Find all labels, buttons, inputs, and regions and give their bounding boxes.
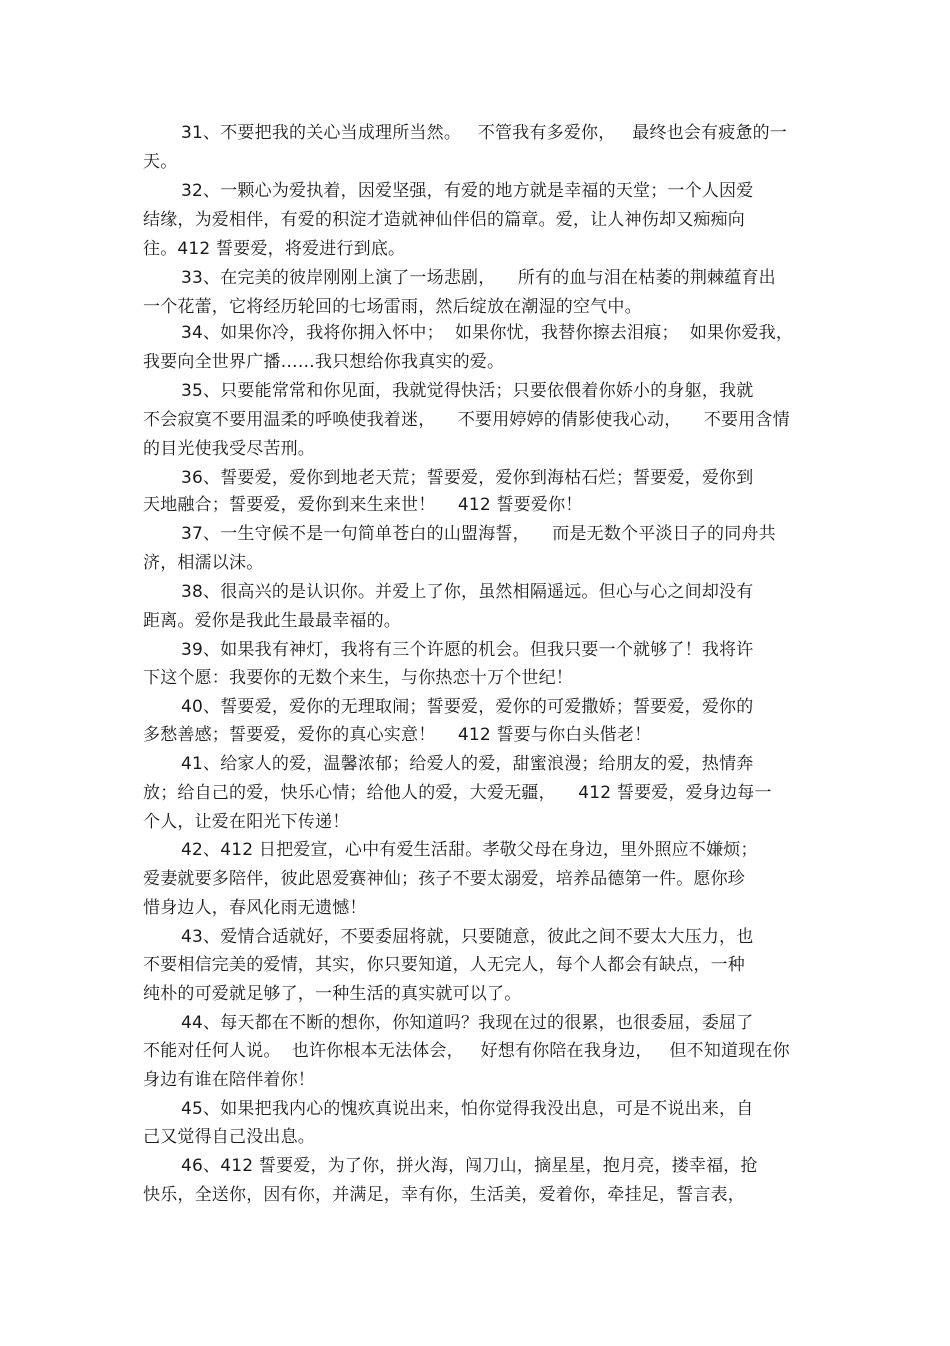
text-line: 下这个愿：我要你的无数个来生，与你热恋十万个世纪！	[143, 668, 573, 688]
text-line: 天。	[143, 152, 178, 172]
text-line: 结缘，为爱相伴，有爱的积淀才造就神仙伴侣的篇章。爱，让人神伤却又痴痴向	[143, 210, 745, 230]
text-line: 41、给家人的爱，温馨浓郁；给爱人的爱，甜蜜浪漫；给朋友的爱，热情奔	[181, 754, 754, 774]
text-line: 一个花蕾，它将经历轮回的七场雷雨，然后绽放在潮湿的空气中。	[143, 297, 642, 317]
text-line: 往。412 誓要爱，将爱进行到底。	[143, 239, 406, 259]
text-line: 39、如果我有神灯，我将有三个许愿的机会。但我只要一个就够了！我将许	[181, 640, 754, 660]
text-line: 43、爱情合适就好，不要委屈将就，只要随意，彼此之间不要太大压力，也	[181, 927, 754, 947]
text-line: 惜身边人，春风化雨无遗憾！	[143, 898, 367, 918]
text-line: 纯朴的可爱就足够了，一种生活的真实就可以了。	[143, 984, 522, 1004]
text-line: 我要向全世界广播……我只想给你我真实的爱。	[143, 352, 505, 372]
text-line: 35、只要能常常和你见面，我就觉得快活；只要依偎着你娇小的身躯，我就	[181, 381, 754, 401]
text-line: 32、一颗心为爱执着，因爱坚强，有爱的地方就是幸福的天堂；一个人因爱	[181, 181, 754, 201]
text-line: 37、一生守候不是一句简单苍白的山盟海誓， 而是无数个平淡日子的同舟共	[181, 524, 776, 544]
text-line: 天地融合；誓要爱，爱你到来生来世！ 412 誓要爱你！	[143, 495, 583, 515]
text-line: 身边有谁在陪伴着你！	[143, 1070, 315, 1090]
text-line: 31、不要把我的关心当成理所当然。 不管我有多爱你， 最终也会有疲惫的一	[181, 123, 788, 143]
text-line: 38、很高兴的是认识你。并爱上了你，虽然相隔遥远。但心与心之间却没有	[181, 582, 754, 602]
text-line: 距离。爱你是我此生最最幸福的。	[143, 611, 401, 631]
text-line: 放；给自己的爱，快乐心情；给他人的爱，大爱无疆， 412 誓要爱，爱身边每一	[143, 783, 772, 803]
text-line: 己又觉得自己没出息。	[143, 1127, 315, 1147]
text-line: 的目光使我受尽苦刑。	[143, 439, 315, 459]
text-line: 44、每天都在不断的想你，你知道吗？我现在过的很累，也很委屈，委屈了	[181, 1013, 754, 1033]
text-line: 34、如果你冷，我将你拥入怀中； 如果你忧，我替你擦去泪痕； 如果你爱我，	[181, 323, 794, 343]
text-line: 46、412 誓要爱，为了你，拼火海，闯刀山，摘星星，抱月亮，搂幸福，抢	[181, 1156, 758, 1176]
text-line: 不要相信完美的爱情，其实，你只要知道，人无完人，每个人都会有缺点，一种	[143, 955, 745, 975]
text-line: 不能对任何人说。 也许你根本无法体会， 好想有你陪在我身边， 但不知道现在你	[143, 1041, 790, 1061]
text-line: 爱妻就要多陪伴，彼此恩爱赛神仙；孩子不要太溺爱，培养品德第一件。愿你珍	[143, 869, 745, 889]
text-line: 不会寂寞不要用温柔的呼唤使我着迷， 不要用婷婷的倩影使我心动， 不要用含情	[143, 410, 790, 430]
text-line: 济，相濡以沫。	[143, 553, 264, 573]
text-line: 多愁善感；誓要爱，爱你的真心实意！ 412 誓要与你白头偕老！	[143, 725, 652, 745]
text-line: 42、412 日把爱宣，心中有爱生活甜。孝敬父母在身边，里外照应不嫌烦；	[181, 840, 758, 860]
text-line: 33、在完美的彼岸刚刚上演了一场悲剧， 所有的血与泪在枯萎的荆棘蕴育出	[181, 268, 776, 288]
text-line: 快乐，全送你，因有你，并满足，幸有你，生活美，爱着你，牵挂足，誓言表，	[143, 1185, 745, 1205]
text-line: 个人，让爱在阳光下传递！	[143, 812, 350, 832]
text-line: 40、誓要爱，爱你的无理取闹；誓要爱，爱你的可爱撒娇；誓要爱，爱你的	[181, 697, 754, 717]
text-line: 36、誓要爱，爱你到地老天荒；誓要爱，爱你到海枯石烂；誓要爱，爱你到	[181, 468, 754, 488]
text-line: 45、如果把我内心的愧疚真说出来，怕你觉得我没出息，可是不说出来，自	[181, 1099, 754, 1119]
